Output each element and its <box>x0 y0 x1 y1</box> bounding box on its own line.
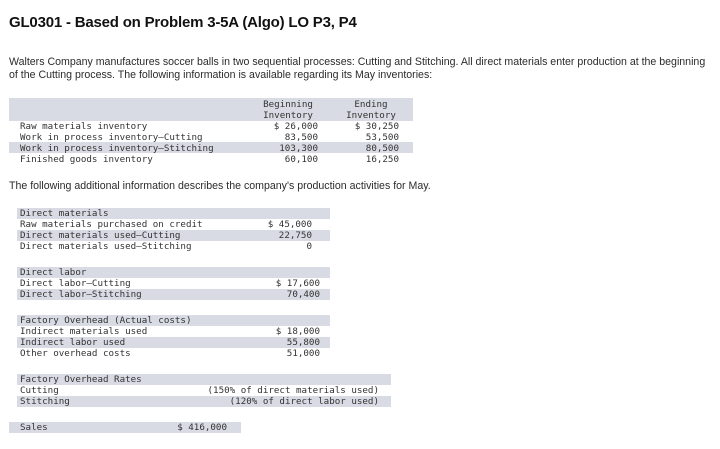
col-header-ending-line1: Ending <box>354 99 388 110</box>
line-item-label: Stitching <box>20 396 70 407</box>
line-item-label: Cutting <box>20 385 59 396</box>
line-item-label: Direct labor—Stitching <box>20 289 142 300</box>
inventory-ending-value: 80,500 <box>365 143 399 154</box>
inventory-ending-value: $ 30,250 <box>354 121 399 132</box>
line-item-value: 70,400 <box>286 289 320 300</box>
inventory-row-label: Work in process inventory—Cutting <box>20 132 203 143</box>
inventory-ending-value: 16,250 <box>365 154 399 165</box>
inventory-row-label: Raw materials inventory <box>20 121 148 132</box>
line-item-value: $ 17,600 <box>275 278 320 289</box>
section-header: Direct labor <box>20 267 87 278</box>
line-item-value: $ 18,000 <box>275 326 320 337</box>
line-item-value: 0 <box>306 241 312 252</box>
section-header: Factory Overhead (Actual costs) <box>20 315 192 326</box>
line-item-label: Other overhead costs <box>20 348 131 359</box>
line-item-value: 55,800 <box>286 337 320 348</box>
rate-value: (150% of direct materials used) <box>207 385 379 396</box>
line-item-label: Indirect materials used <box>20 326 148 337</box>
inventory-beginning-value: 83,500 <box>284 132 318 143</box>
line-item-label: Indirect labor used <box>20 337 126 348</box>
line-item-value: $ 45,000 <box>267 219 312 230</box>
problem-title: GL0301 - Based on Problem 3-5A (Algo) LO P3, P4 <box>9 14 357 31</box>
line-item-label: Direct labor—Cutting <box>20 278 131 289</box>
sales-label: Sales <box>20 422 48 433</box>
rate-value: (120% of direct labor used) <box>229 396 379 407</box>
line-item-value: 51,000 <box>286 348 320 359</box>
col-header-ending-line2: Inventory <box>346 110 396 121</box>
inventory-beginning-value: $ 26,000 <box>273 121 318 132</box>
inventory-beginning-value: 103,300 <box>279 143 318 154</box>
col-header-beginning-line1: Beginning <box>263 99 313 110</box>
inventory-beginning-value: 60,100 <box>284 154 318 165</box>
inventory-row-label: Finished goods inventory <box>20 154 153 165</box>
line-item-label: Direct materials used—Stitching <box>20 241 192 252</box>
line-item-label: Raw materials purchased on credit <box>20 219 203 230</box>
section-header: Factory Overhead Rates <box>20 374 142 385</box>
inventory-ending-value: 53,500 <box>365 132 399 143</box>
line-item-label: Direct materials used—Cutting <box>20 230 181 241</box>
inventory-row-label: Work in process inventory—Stitching <box>20 143 214 154</box>
col-header-beginning-line2: Inventory <box>263 110 313 121</box>
section-header: Direct materials <box>20 208 109 219</box>
additional-info-paragraph: The following additional information describes the company's production activities for May. <box>9 180 431 192</box>
line-item-value: 22,750 <box>278 230 312 241</box>
sales-value: $ 416,000 <box>177 422 227 433</box>
intro-paragraph: Walters Company manufactures soccer balls in two sequential processes: Cutting and Stitching. All direct materials enter production at the beginning of the Cutting process. The following information is available regarding its May inventories: <box>9 56 706 81</box>
